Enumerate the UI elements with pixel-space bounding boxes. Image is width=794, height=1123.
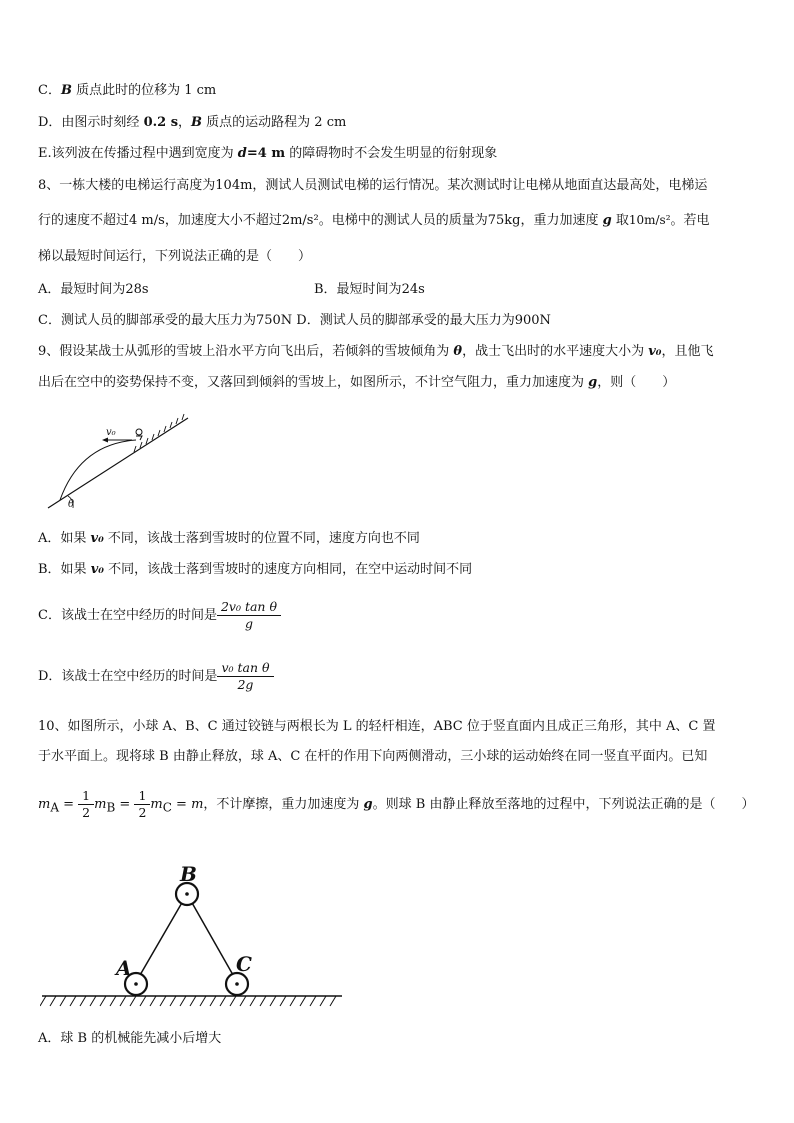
q7-option-c: C．B 质点此时的位移为 1 cm <box>38 83 217 98</box>
q9-stem-line2: 出后在空中的姿势保持不变，又落回到倾斜的雪坡上，如图所示，不计空气阻力，重力加速度为 g，则（ ） <box>38 375 676 390</box>
label-b: B <box>180 862 197 886</box>
q10-stem-line3: $m_A$ = $\frac{1}{2}$ $m_B$ = $\frac{1}{2}$ $m_C = m$，不计摩擦，重力加速度为 g。则球 B 由静止释放至落地的过程中，下列说法正确的是（ ） <box>38 788 755 820</box>
q8-option-c: C．测试人员的脚部承受的最大压力为750N D．测试人员的脚部承受的最大压力为900N <box>38 313 551 328</box>
q10-option-a: A．球 B 的机械能先减小后增大 <box>38 1031 222 1046</box>
q10-stem-line2: 于水平面上。现将球 B 由静止释放，球 A、C 在杆的作用下向两侧滑动，三小球的运动始终在同一竖直平面内。已知 <box>38 749 708 764</box>
q7-option-d: D．由图示时刻经 0.2 s，B 质点的运动路程为 2 cm <box>38 115 347 130</box>
q9-option-a: A．如果 v₀ 不同，该战士落到雪坡时的位置不同，速度方向也不同 <box>38 531 420 546</box>
q9-figure-slope <box>40 408 200 514</box>
q9-option-b: B．如果 v₀ 不同，该战士落到雪坡时的速度方向相同，在空中运动时间不同 <box>38 562 473 577</box>
label-c: C <box>236 952 252 976</box>
q9-option-d-fraction: $\frac{\text{v₀ tan θ}}{2g}$ <box>219 660 271 693</box>
q8-stem-line2: 行的速度不超过4 m/s，加速度大小不超过2m/s²。电梯中的测试人员的质量为75kg，重力加速度 g 取10m/s²。若电 <box>38 213 710 228</box>
q7-option-e: E.该列波在传播过程中遇到宽度为 d=4 m 的障碍物时不会发生明显的衍射现象 <box>38 146 498 161</box>
q8-stem-line3: 梯以最短时间运行，下列说法正确的是（ ） <box>38 249 312 264</box>
q9-option-c-fraction: $\frac{\text{2v₀ tan θ}}{g}$ <box>219 599 279 632</box>
q9-stem-line1: 9、假设某战士从弧形的雪坡上沿水平方向飞出后，若倾斜的雪坡倾角为 θ，战士飞出时的水平速度大小为 v₀，且他飞 <box>38 344 714 359</box>
q9-option-d: D．该战士在空中经历的时间是 $\frac{\text{v₀ tan θ}}{2g}$ <box>38 659 274 695</box>
q8-option-b: B．最短时间为24s <box>314 282 425 297</box>
q9-option-c: C．该战士在空中经历的时间是 $\frac{\text{2v₀ tan θ}}{g}$ <box>38 598 281 634</box>
label-a: A <box>116 956 132 980</box>
q8-option-d: D．测试人员的脚部承受的最大压力为900N <box>296 313 551 328</box>
q9-figure-theta-label: θ <box>68 499 75 510</box>
q8-option-a: A．最短时间为28s <box>38 282 149 297</box>
q10-stem-line1: 10、如图所示，小球 A、B、C 通过铰链与两根长为 L 的轻杆相连，ABC 位于竖直面内且成正三角形，其中 A、C 置 <box>38 719 716 734</box>
q8-stem-line1: 8、一栋大楼的电梯运行高度为104m，测试人员测试电梯的运行情况。某次测试时让电梯从地面直达最高处，电梯运 <box>38 178 708 193</box>
q9-figure-v0-label: v₀ <box>106 427 116 438</box>
